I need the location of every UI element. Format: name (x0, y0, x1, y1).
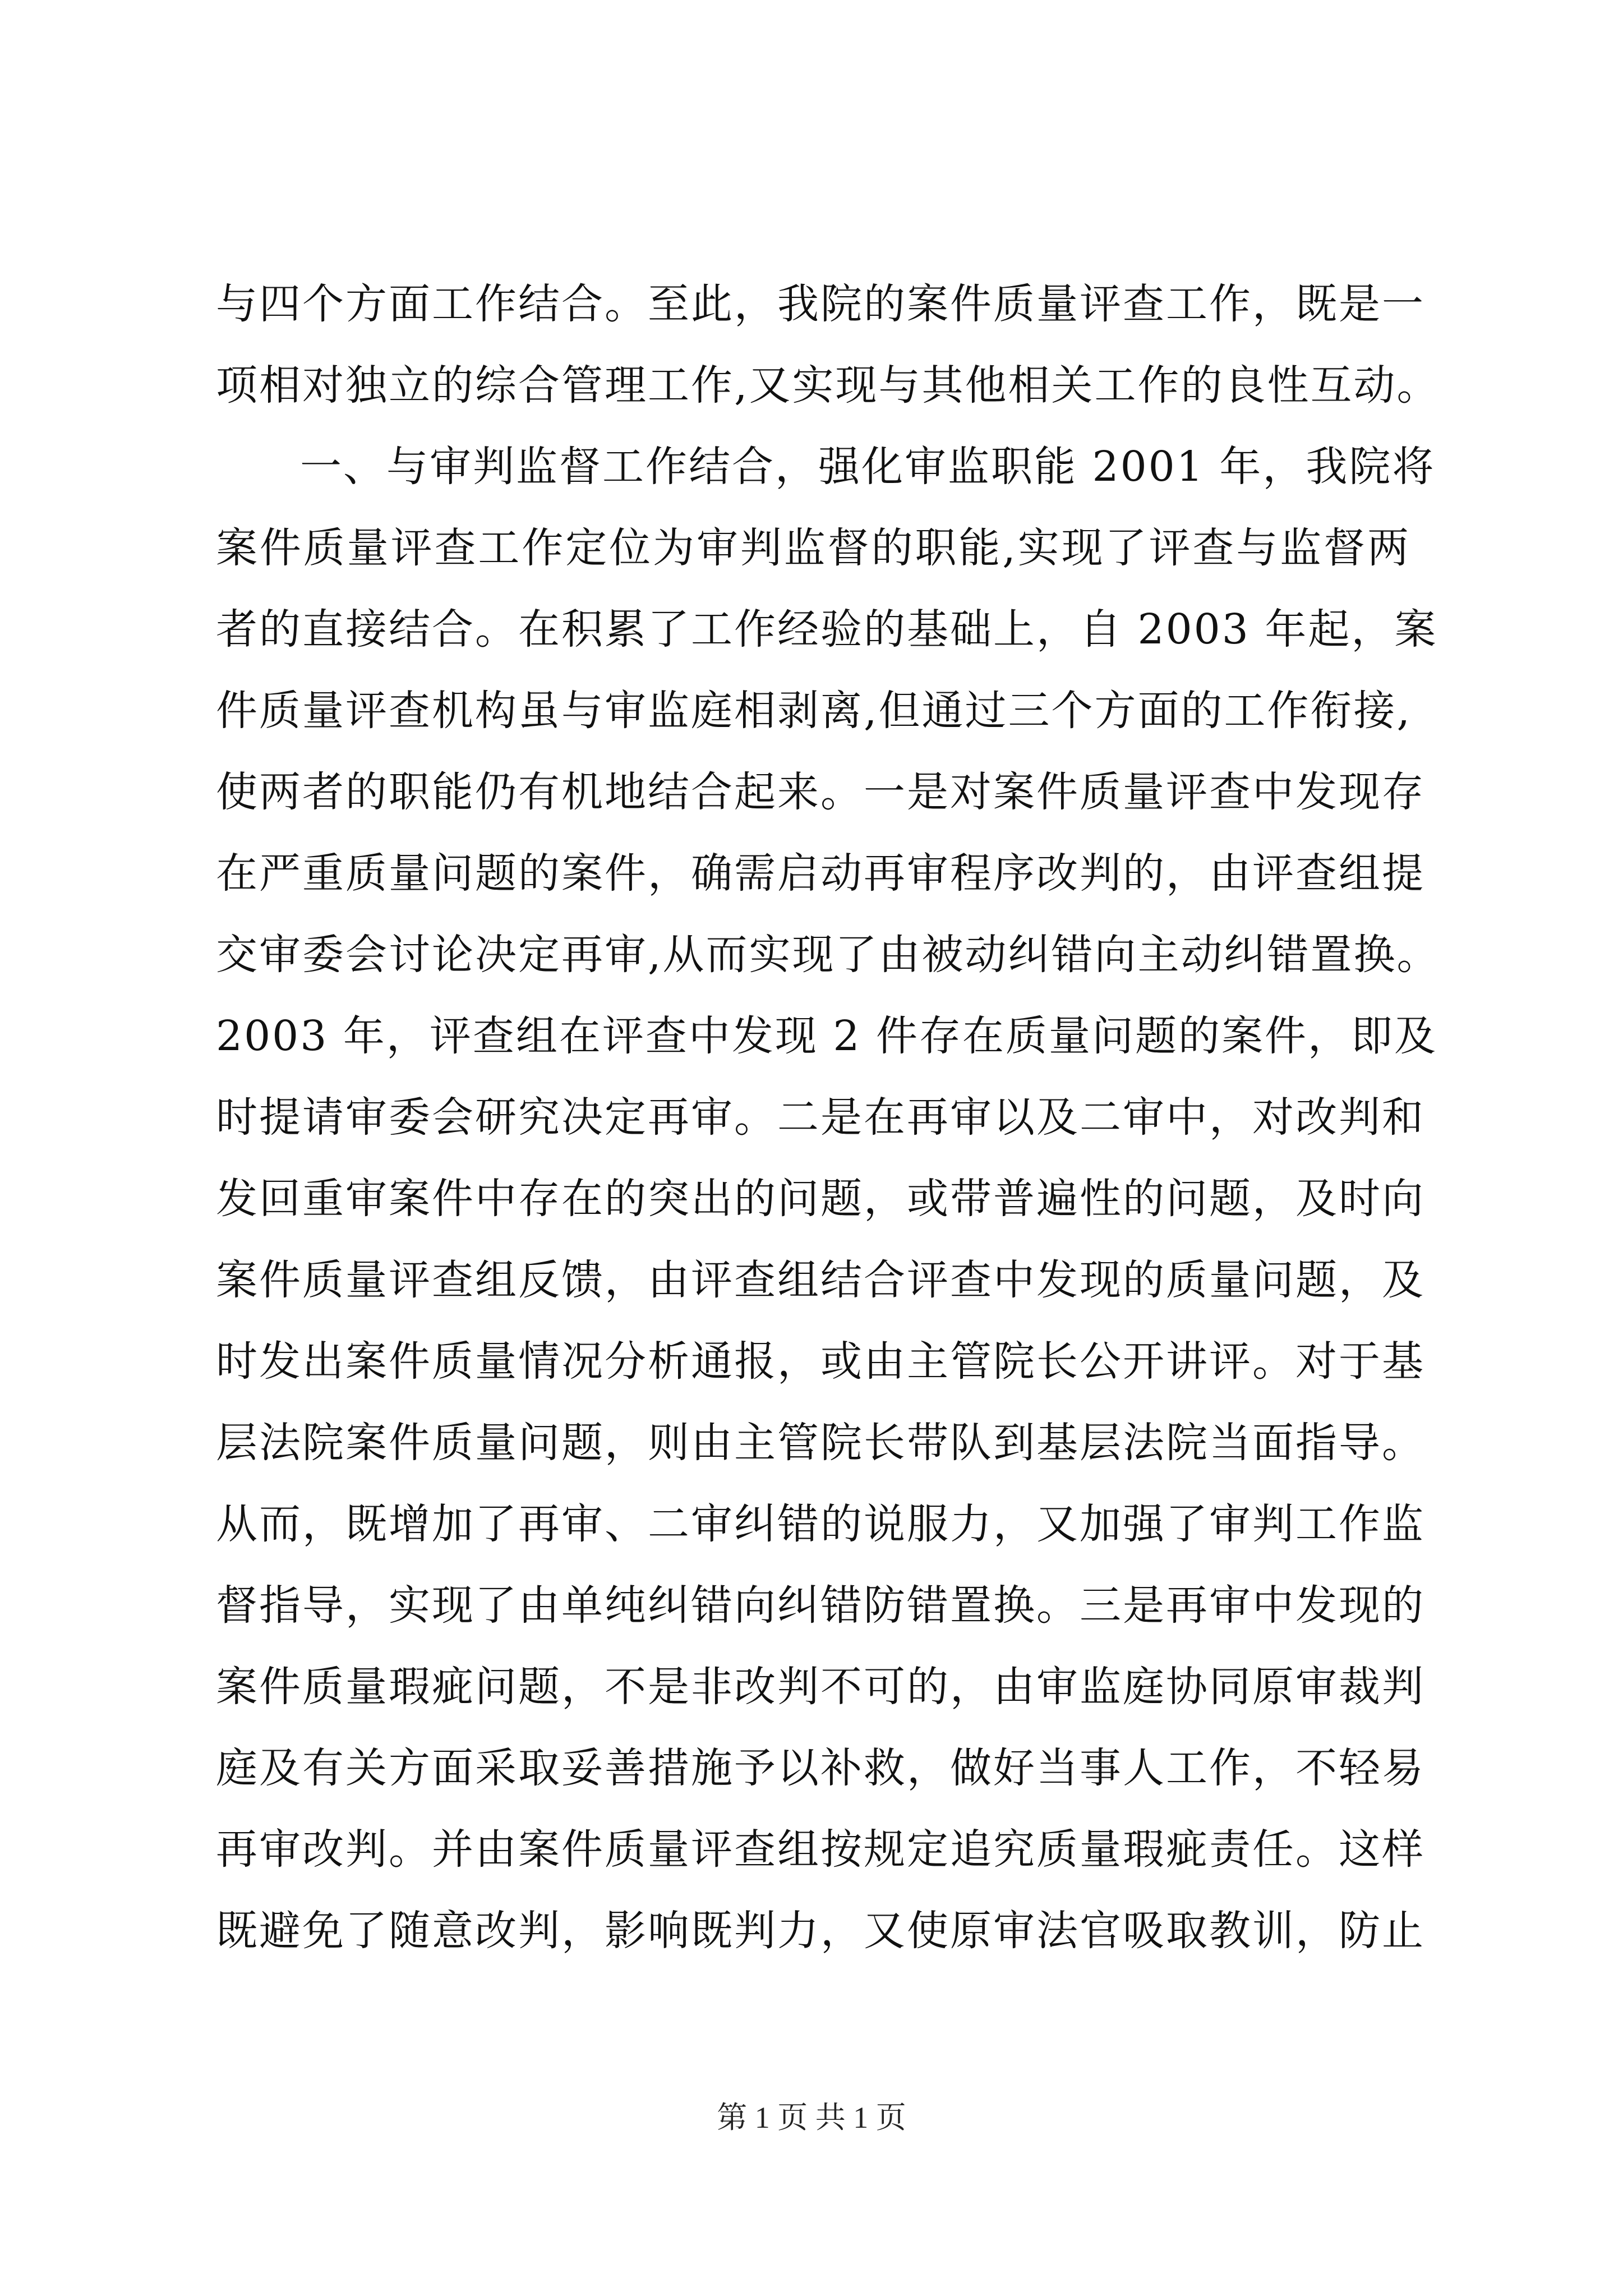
text-line: 与四个方面工作结合。至此，我院的案件质量评查工作，既是一 (216, 280, 1425, 328)
text-line: 使两者的职能仍有机地结合起来。一是对案件质量评查中发现存 (216, 768, 1425, 816)
document-body (216, 264, 1440, 1972)
text-line: 督指导，实现了由单纯纠错向纠错防错置换。三是再审中发现的 (216, 1581, 1425, 1630)
text-line: 时提请审委会研究决定再审。二是在再审以及二审中，对改判和 (216, 1093, 1425, 1142)
text-line: 案件质量评查组反馈，由评查组结合评查中发现的质量问题，及 (216, 1256, 1425, 1304)
text-line: 项相对独立的综合管理工作,又实现与其他相关工作的良性互动。 (216, 361, 1440, 409)
text-line: 2003 年，评查组在评查中发现 2 件存在质量问题的案件，即及 (216, 1012, 1437, 1060)
text-line: 发回重审案件中存在的突出的问题，或带普遍性的问题，及时向 (216, 1175, 1425, 1223)
paragraph-heading-line: 一、与审判监督工作结合，强化审监职能 2001 年，我院将 (300, 443, 1436, 491)
text-line: 层法院案件质量问题，则由主管院长带队到基层法院当面指导。 (216, 1419, 1425, 1467)
page-footer (0, 2095, 1623, 2140)
text-line: 案件质量评查工作定位为审判监督的职能,实现了评查与监督两 (216, 524, 1410, 572)
text-line: 再审改判。并由案件质量评查组按规定追究质量瑕疵责任。这样 (216, 1825, 1425, 1874)
text-line: 庭及有关方面采取妥善措施予以补救，做好当事人工作，不轻易 (216, 1744, 1425, 1792)
text-line: 交审委会讨论决定再审,从而实现了由被动纠错向主动纠错置换。 (216, 931, 1440, 979)
text-line: 件质量评查机构虽与审监庭相剥离,但通过三个方面的工作衔接, (216, 687, 1412, 735)
page-number-label: 第 1 页 共 1 页 (717, 2101, 906, 2134)
text-line: 在严重质量问题的案件，确需启动再审程序改判的，由评查组提 (216, 849, 1425, 898)
text-line: 时发出案件质量情况分析通报，或由主管院长公开讲评。对于基 (216, 1337, 1425, 1386)
text-line: 案件质量瑕疵问题，不是非改判不可的，由审监庭协同原审裁判 (216, 1663, 1425, 1711)
text-line: 者的直接结合。在积累了工作经验的基础上，自 2003 年起，案 (216, 605, 1438, 654)
text-line: 从而，既增加了再审、二审纠错的说服力，又加强了审判工作监 (216, 1500, 1425, 1548)
text-line: 既避免了随意改判，影响既判力，又使原审法官吸取教训，防止 (216, 1907, 1425, 1955)
